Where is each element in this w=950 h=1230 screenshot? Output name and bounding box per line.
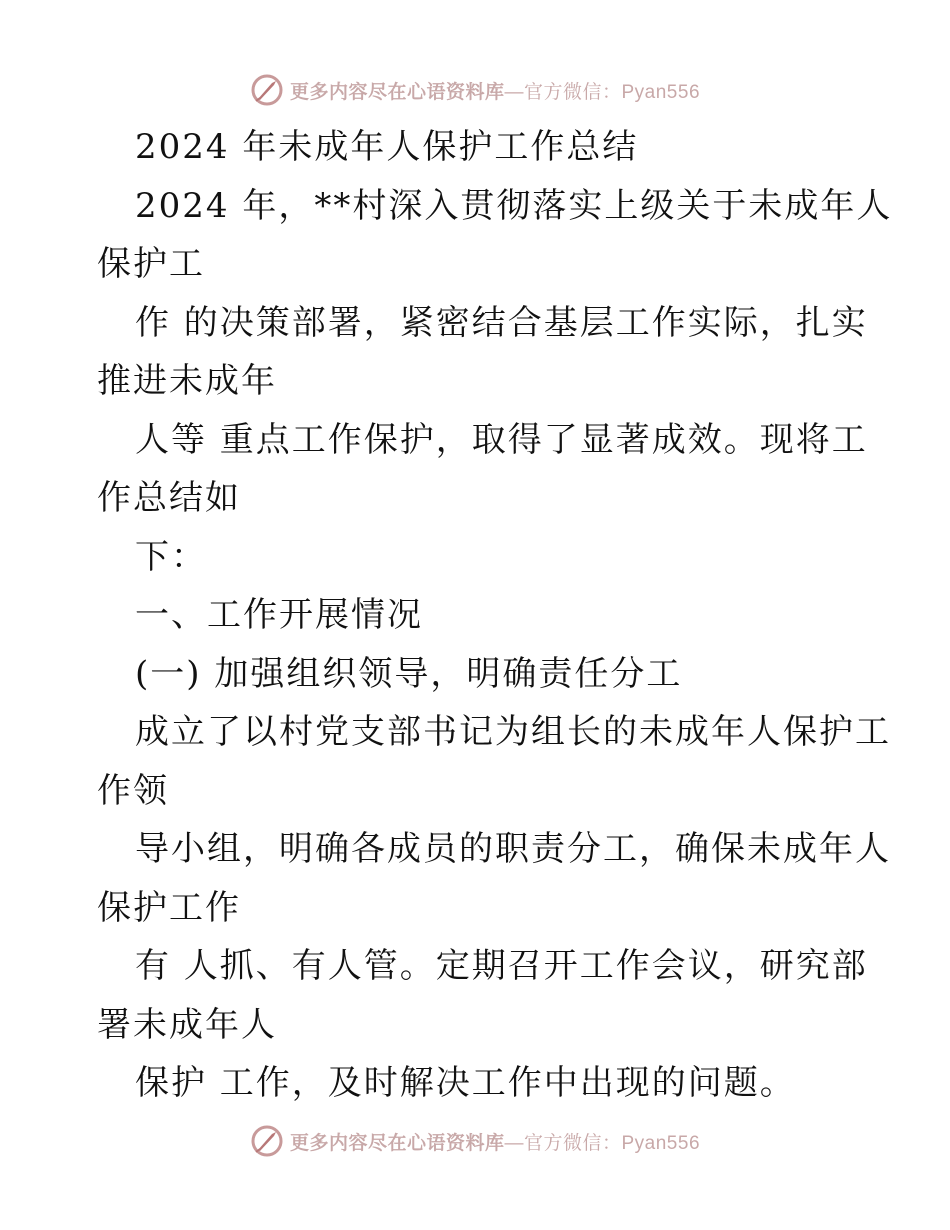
quill-pen-logo-icon (250, 1124, 284, 1158)
document-line: 有 人抓、有人管。定期召开工作会议，研究部 (135, 946, 868, 986)
watermark-wechat-label: 官方微信： (523, 1132, 622, 1154)
quill-pen-logo-icon (250, 73, 284, 107)
document-line: 作 的决策部署，紧密结合基层工作实际，扎实 (135, 302, 868, 343)
bottom-watermark-banner (0, 1121, 950, 1161)
document-line: 保护 工作，及时解决工作中出现的问题。 (135, 1063, 796, 1103)
watermark-wechat-label: 官方微信： (523, 81, 622, 103)
document-line: 人等 重点工作保护，取得了显著成效。现将工 (135, 419, 868, 460)
watermark-wechat-id: Pyan556 (621, 1132, 701, 1154)
watermark-separator: — (504, 1132, 524, 1154)
subsection-heading: (一) 加强组织领导，明确责任分工 (135, 653, 683, 694)
watermark-text (290, 1128, 700, 1155)
document-line: 保护工 (97, 244, 205, 284)
document-line: 作总结如 (97, 478, 241, 518)
watermark-brand: 更多内容尽在心语资料库 (289, 81, 505, 103)
document-line: 推进未成年 (97, 361, 277, 401)
section-heading: 一、工作开展情况 (135, 595, 423, 635)
document-title: 2024 年未成年人保护工作总结 (135, 127, 639, 167)
document-body (97, 118, 893, 1113)
document-line: 署未成年人 (97, 1004, 277, 1045)
document-line: 作领 (97, 770, 169, 811)
document-line: 成立了以村党支部书记为组长的未成年人保护工 (135, 712, 891, 752)
top-watermark-banner (0, 70, 950, 110)
document-line: 导小组，明确各成员的职责分工，确保未成年人 (135, 829, 891, 869)
document-line: 保护工作 (97, 887, 241, 928)
watermark-separator: — (504, 81, 524, 103)
document-line: 2024 年，**村深入贯彻落实上级关于未成年人 (135, 185, 893, 226)
watermark-brand: 更多内容尽在心语资料库 (289, 1132, 505, 1154)
document-line: 下： (135, 536, 207, 577)
watermark-text (290, 77, 700, 104)
watermark-wechat-id: Pyan556 (621, 81, 701, 103)
